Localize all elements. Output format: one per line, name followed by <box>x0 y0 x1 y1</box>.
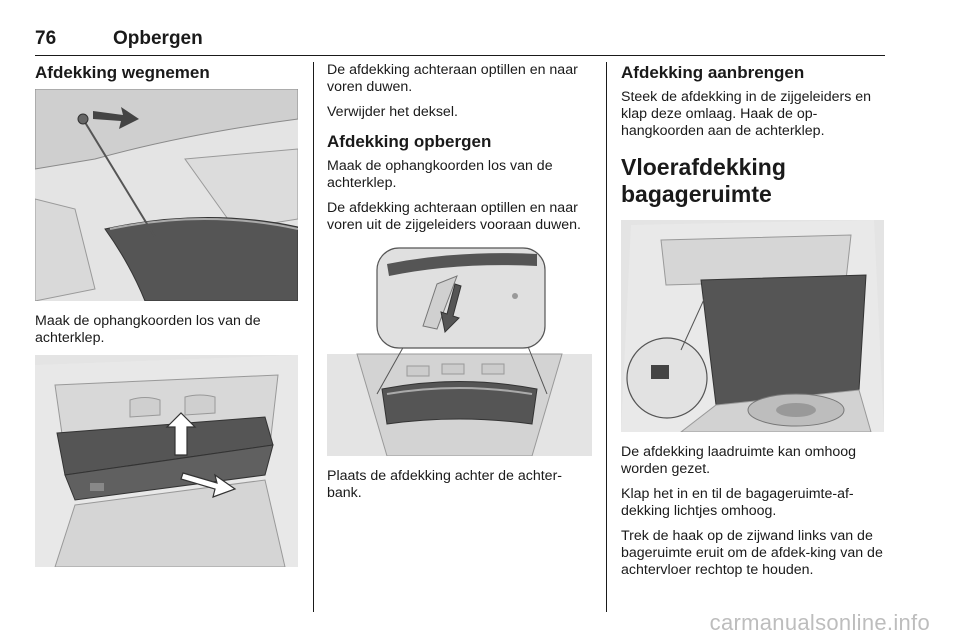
chapter-title: Opbergen <box>113 28 203 49</box>
column-2 <box>327 62 592 612</box>
figure-cover-storage <box>327 244 592 456</box>
heading-vloerafdekking: Vloerafdekking bagageruimte <box>621 154 786 207</box>
cover-lift-illustration <box>35 355 298 567</box>
page-number: 76 <box>35 28 57 49</box>
header-rule <box>35 55 885 56</box>
heading-afdekking-wegnemen: Afdekking wegnemen <box>35 63 210 82</box>
text-optillen-zijgeleiders: De afdekking achteraan optillen en naar voren uit de zijgeleiders vooraan duwen. <box>327 200 581 233</box>
text-steek-afdekking: Steek de afdekking in de zijgeleiders en klap deze omlaag. Haak de op-hangkoorden aan de achterklep. <box>621 89 872 139</box>
figure-tailgate-cord <box>35 89 298 301</box>
column-divider-1 <box>313 62 314 612</box>
text-trek-haak: Trek de haak op de zijwand links van de bageruimte eruit om de afdek-king van de achtervloer rechtop te houden. <box>621 528 883 578</box>
figure-floor-cover <box>621 220 884 432</box>
watermark: carmanualsonline.info <box>709 610 930 635</box>
text-laadruimte-omhoog: De afdekking laadruimte kan omhoog worden gezet. <box>621 444 857 477</box>
page-header <box>35 20 885 56</box>
floor-cover-illustration <box>621 220 884 432</box>
column-1 <box>35 62 298 612</box>
column-3 <box>621 62 886 612</box>
column-divider-2 <box>606 62 607 612</box>
heading-afdekking-aanbrengen: Afdekking aanbrengen <box>621 63 805 82</box>
tailgate-cord-illustration <box>35 89 298 301</box>
heading-afdekking-opbergen: Afdekking opbergen <box>327 132 492 151</box>
text-klap-in: Klap het in en til de bagageruimte-af-dekking lichtjes omhoog. <box>621 486 854 519</box>
text-maak-ophangkoorden: Maak de ophangkoorden los van de achterklep. <box>35 313 261 346</box>
text-verwijder-deksel: Verwijder het deksel. <box>327 104 458 120</box>
text-optillen-naar-voren: De afdekking achteraan optillen en naar voren duwen. <box>327 62 578 95</box>
figure-cover-lift <box>35 355 298 567</box>
text-maak-ophangkoorden-2: Maak de ophangkoorden los van de achterklep. <box>327 158 553 191</box>
text-plaats-afdekking: Plaats de afdekking achter de achter-bank. <box>327 468 563 501</box>
cover-storage-illustration <box>327 244 592 456</box>
